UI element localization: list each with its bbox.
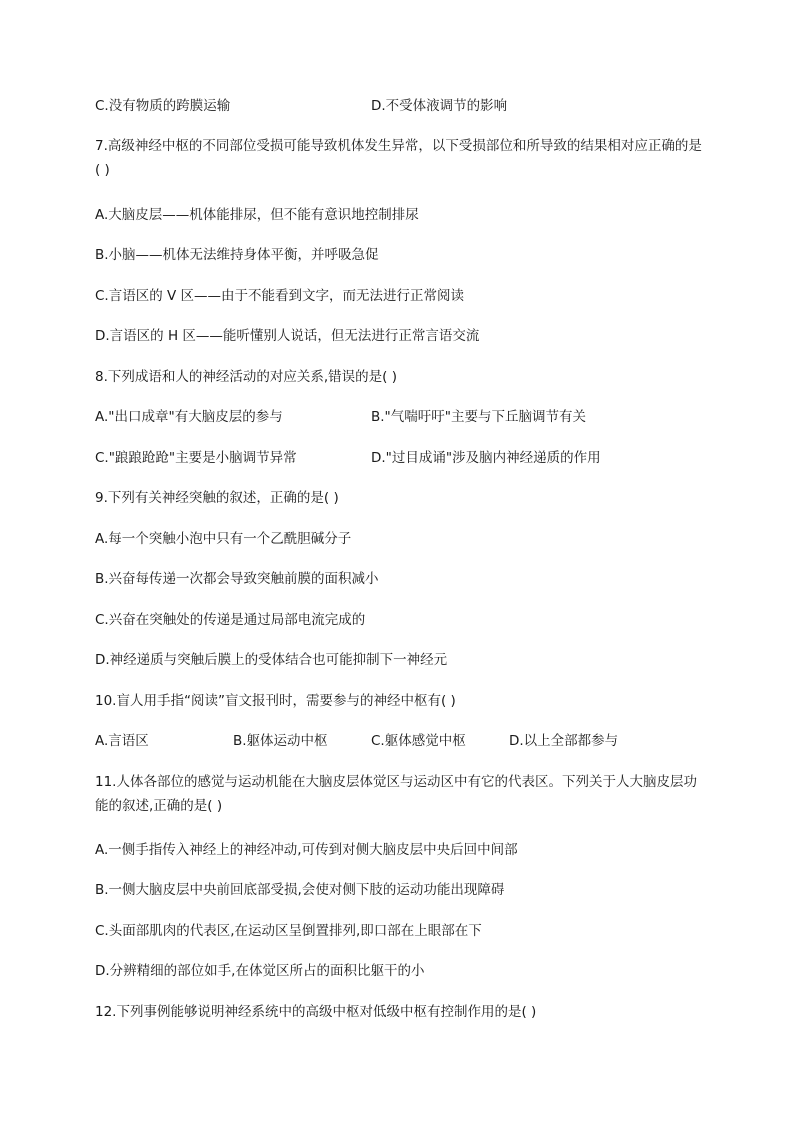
q10-option-b: B.躯体运动中枢 (233, 733, 328, 749)
q8-option-d: D."过目成诵"涉及脑内神经递质的作用 (371, 450, 601, 466)
q7-option-d: D.言语区的 H 区——能听懂别人说话，但无法进行正常言语交流 (95, 328, 480, 344)
q9-option-a: A.每一个突触小泡中只有一个乙酰胆碱分子 (95, 531, 352, 547)
q8-stem: 8.下列成语和人的神经活动的对应关系,错误的是( ) (95, 369, 397, 385)
q8-option-b: B."气喘吁吁"主要与下丘脑调节有关 (371, 409, 586, 425)
q12-stem: 12.下列事例能够说明神经系统中的高级中枢对低级中枢有控制作用的是( ) (95, 1004, 537, 1020)
q6-option-c: C.没有物质的跨膜运输 (95, 98, 231, 114)
q10-option-c: C.躯体感觉中枢 (371, 733, 466, 749)
q11-option-d: D.分辨精细的部位如手,在体觉区所占的面积比躯干的小 (95, 963, 425, 979)
q9-option-c: C.兴奋在突触处的传递是通过局部电流完成的 (95, 612, 366, 628)
q8-option-c: C."踉踉跄跄"主要是小脑调节异常 (95, 450, 297, 466)
q11-option-c: C.头面部肌肉的代表区,在运动区呈倒置排列,即口部在上眼部在下 (95, 923, 482, 939)
q6-option-d: D.不受体液调节的影响 (371, 98, 508, 114)
q7-option-b: B.小脑——机体无法维持身体平衡，并呼吸急促 (95, 247, 379, 263)
q8-option-a: A."出口成章"有大脑皮层的参与 (95, 409, 283, 425)
q9-stem: 9.下列有关神经突触的叙述，正确的是( ) (95, 490, 339, 506)
q11-stem: 11.人体各部位的感觉与运动机能在大脑皮层体觉区与运动区中有它的代表区。下列关于人大脑皮层功能的叙述,正确的是( ) (95, 774, 697, 814)
q7-stem: 7.高级神经中枢的不同部位受损可能导致机体发生异常，以下受损部位和所导致的结果相对应正确的是( ) (95, 138, 702, 178)
q7-option-a: A.大脑皮层——机体能排尿，但不能有意识地控制排尿 (95, 207, 419, 223)
q9-option-b: B.兴奋每传递一次都会导致突触前膜的面积减小 (95, 571, 379, 587)
q7-option-c: C.言语区的 V 区——由于不能看到文字，而无法进行正常阅读 (95, 288, 465, 304)
q11-option-a: A.一侧手指传入神经上的神经冲动,可传到对侧大脑皮层中央后回中间部 (95, 842, 518, 858)
q10-option-a: A.言语区 (95, 733, 149, 749)
q9-option-d: D.神经递质与突触后膜上的受体结合也可能抑制下一神经元 (95, 652, 448, 668)
q10-stem: 10.盲人用手指“阅读”盲文报刊时，需要参与的神经中枢有( ) (95, 693, 456, 709)
q10-option-d: D.以上全部都参与 (509, 733, 619, 749)
q11-option-b: B.一侧大脑皮层中央前回底部受损,会使对侧下肢的运动功能出现障碍 (95, 882, 505, 898)
